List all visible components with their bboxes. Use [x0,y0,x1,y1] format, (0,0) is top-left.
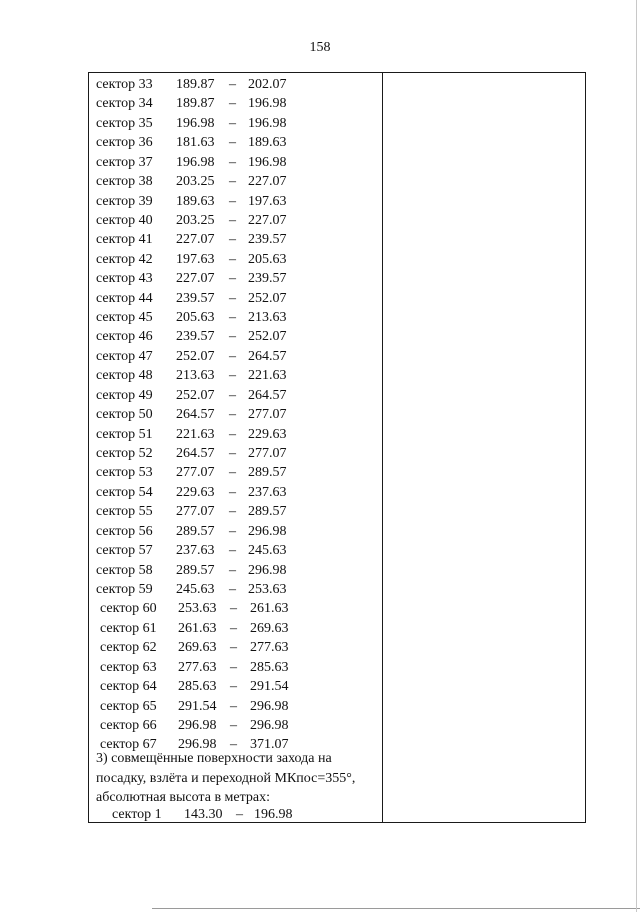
sector-to-value: 296.98 [248,562,287,578]
sector-name: сектор 65 [100,698,157,714]
sector-name: сектор 33 [96,77,153,92]
sector-from-value: 196.98 [176,115,215,131]
sector-row [96,172,382,191]
sector-to-value: 229.63 [248,426,287,442]
sector-to-value: 253.63 [248,581,287,597]
sector-name: сектор 53 [96,465,153,481]
sector-row [96,463,382,482]
sector-row [96,405,382,424]
sector-row [96,133,382,152]
sector-from-value: 197.63 [176,251,215,267]
sector-to-value: 264.57 [248,348,287,364]
sector-from-value: 252.07 [176,348,215,364]
sector-from-value: 296.98 [178,737,217,753]
sector-row [96,366,382,385]
range-dash: – [236,807,243,822]
sector-name: сектор 63 [100,659,157,675]
range-dash: – [229,407,236,423]
range-dash: – [229,387,236,403]
sector-row [96,580,382,599]
sector-from-value: 221.63 [176,426,215,442]
sector-from-value: 285.63 [178,679,217,695]
sector-to-value: 213.63 [248,310,287,326]
sector-to-value: 196.98 [248,154,287,170]
sector-name: сектор 60 [100,601,157,617]
note-line: посадку, взлёта и переходной МКпос=355°, [96,770,356,786]
sector-name: сектор 46 [96,329,153,345]
sector-to-value: 239.57 [248,232,287,248]
sector-name: сектор 67 [100,737,157,753]
sector-from-value: 239.57 [176,290,215,306]
sector-to-value: 196.98 [248,96,287,112]
sector-row [96,805,382,824]
sector-name: сектор 52 [96,446,153,462]
range-dash: – [230,679,237,695]
range-dash: – [229,271,236,287]
sector-to-value: 237.63 [248,484,287,500]
sector-from-value: 289.57 [176,523,215,539]
sector-to-value: 296.98 [250,698,289,714]
sector-row [96,522,382,541]
note-line: 3) совмещённые поверхности захода на [96,751,332,766]
sector-name: сектор 50 [96,407,153,423]
sector-from-value: 213.63 [176,368,215,384]
sector-row [96,444,382,463]
sector-row [96,425,382,444]
sector-to-value: 189.63 [248,135,287,151]
sector-name: сектор 37 [96,154,153,170]
sector-from-value: 227.07 [176,232,215,248]
range-dash: – [230,737,237,753]
sector-from-value: 277.07 [176,465,215,481]
sector-from-value: 264.57 [176,446,215,462]
sector-from-value: 261.63 [178,620,217,636]
sector-to-value: 202.07 [248,77,287,92]
range-dash: – [229,465,236,481]
range-dash: – [229,348,236,364]
sector-row [96,269,382,288]
range-dash: – [229,96,236,112]
sector-row [96,75,382,94]
range-dash: – [230,659,237,675]
sector-from-value: 196.98 [176,154,215,170]
scan-edge-right [636,0,637,912]
sector-list [96,75,382,755]
range-dash: – [229,504,236,520]
sector-from-value: 189.87 [176,77,215,92]
range-dash: – [229,251,236,267]
sector-to-value: 289.57 [248,504,287,520]
sector-to-value: 197.63 [248,193,287,209]
sector-name: сектор 55 [96,504,153,520]
range-dash: – [230,620,237,636]
sector-to-value: 289.57 [248,465,287,481]
sector-name: сектор 1 [112,807,162,822]
sector-to-value: 269.63 [250,620,289,636]
sector-to-value: 196.98 [248,115,287,131]
sector-to-value: 371.07 [250,737,289,753]
sector-to-value: 264.57 [248,387,287,403]
sector-name: сектор 35 [96,115,153,131]
sector-name: сектор 45 [96,310,153,326]
sector-name: сектор 39 [96,193,153,209]
sector-from-value: 277.63 [178,659,217,675]
sector-name: сектор 34 [96,96,153,112]
sector-from-value: 205.63 [176,310,215,326]
sector-from-value: 237.63 [176,543,215,559]
range-dash: – [230,601,237,617]
sector-name: сектор 49 [96,387,153,403]
range-dash: – [229,154,236,170]
sector-name: сектор 51 [96,426,153,442]
sector-name: сектор 54 [96,484,153,500]
range-dash: – [229,115,236,131]
range-dash: – [230,640,237,656]
range-dash: – [229,232,236,248]
range-dash: – [230,717,237,733]
sector-row [96,114,382,133]
range-dash: – [229,484,236,500]
sector-from-value: 245.63 [176,581,215,597]
sector-from-value: 277.07 [176,504,215,520]
range-dash: – [229,329,236,345]
sector-from-value: 143.30 [184,807,223,822]
sector-name: сектор 42 [96,251,153,267]
sector-name: сектор 47 [96,348,153,364]
sector-to-value: 261.63 [250,601,289,617]
sector-from-value: 291.54 [178,698,217,714]
range-dash: – [229,523,236,539]
sector-row [96,347,382,366]
sector-to-value: 227.07 [248,212,287,228]
scan-edge-bottom [152,908,640,909]
sector-to-value: 221.63 [248,368,287,384]
sector-to-value: 245.63 [248,543,287,559]
range-dash: – [229,562,236,578]
sector-from-value: 239.57 [176,329,215,345]
range-dash: – [229,193,236,209]
sector-name: сектор 43 [96,271,153,287]
sector-to-value: 196.98 [254,807,293,822]
sector-name: сектор 58 [96,562,153,578]
sector-row [96,716,382,735]
sector-to-value: 252.07 [248,329,287,345]
sector-from-value: 181.63 [176,135,215,151]
sector-row [96,327,382,346]
sector-name: сектор 62 [100,640,157,656]
range-dash: – [229,446,236,462]
range-dash: – [229,581,236,597]
range-dash: – [229,310,236,326]
range-dash: – [230,698,237,714]
sector-name: сектор 48 [96,368,153,384]
sector-name: сектор 56 [96,523,153,539]
section-note [96,749,380,808]
note-line: абсолютная высота в метрах: [96,790,271,805]
sector-row [96,677,382,696]
sector-name: сектор 36 [96,135,153,151]
sector-name: сектор 44 [96,290,153,306]
sector-row [96,308,382,327]
sector-row [96,483,382,502]
sector-name: сектор 64 [100,679,157,695]
sector-to-value: 296.98 [250,717,289,733]
sector-from-value: 189.63 [176,193,215,209]
sector-row [96,230,382,249]
sector-from-value: 252.07 [176,387,215,403]
sector-to-value: 252.07 [248,290,287,306]
sector-name: сектор 66 [100,717,157,733]
sector-row [96,94,382,113]
range-dash: – [229,77,236,92]
page-number: 158 [309,40,331,55]
sector-from-value: 189.87 [176,96,215,112]
sector-to-value: 285.63 [250,659,289,675]
sector-to-value: 277.07 [248,407,287,423]
range-dash: – [229,426,236,442]
sector-from-value: 289.57 [176,562,215,578]
sector-row [96,619,382,638]
range-dash: – [229,212,236,228]
sector-row [96,599,382,618]
sector-from-value: 264.57 [176,407,215,423]
sector-to-value: 277.07 [248,446,287,462]
sector-from-value: 229.63 [176,484,215,500]
sector-from-value: 269.63 [178,640,217,656]
sector-row [96,250,382,269]
range-dash: – [229,290,236,306]
sector-from-value: 296.98 [178,717,217,733]
sector-row [96,192,382,211]
sector-row [96,697,382,716]
sector-to-value: 277.63 [250,640,289,656]
sector-row [96,658,382,677]
sector-to-value: 296.98 [248,523,287,539]
sector-from-value: 203.25 [176,212,215,228]
column-divider [382,72,383,823]
range-dash: – [229,368,236,384]
sector-name: сектор 40 [96,212,153,228]
sector-to-value: 291.54 [250,679,289,695]
sector-from-value: 227.07 [176,271,215,287]
sector-to-value: 239.57 [248,271,287,287]
sector-to-value: 227.07 [248,174,287,190]
range-dash: – [229,543,236,559]
sector-from-value: 253.63 [178,601,217,617]
sector-name: сектор 57 [96,543,153,559]
sector-name: сектор 59 [96,581,153,597]
sector-name: сектор 61 [100,620,157,636]
sector-row [96,211,382,230]
sector-row [96,386,382,405]
sector-from-value: 203.25 [176,174,215,190]
sector-row [96,153,382,172]
sector-to-value: 205.63 [248,251,287,267]
sector-row [96,289,382,308]
sector-name: сектор 38 [96,174,153,190]
sector-row [96,561,382,580]
sector-row [96,638,382,657]
sector-row [96,502,382,521]
range-dash: – [229,135,236,151]
range-dash: – [229,174,236,190]
sector-name: сектор 41 [96,232,153,248]
sector-row [96,541,382,560]
